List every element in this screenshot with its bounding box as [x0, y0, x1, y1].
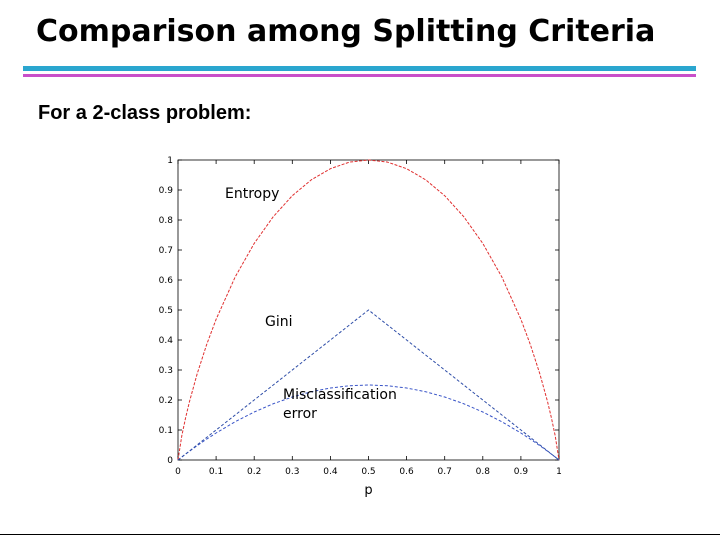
x-axis-label: p: [364, 483, 373, 498]
y-tick-label: 1: [167, 156, 173, 166]
y-tick-label: 0.8: [158, 216, 173, 226]
gini-label: Gini: [265, 314, 293, 330]
slide-subtitle: For a 2-class problem:: [38, 102, 252, 124]
error-label: error: [283, 406, 317, 422]
y-tick-label: 0.3: [158, 366, 173, 376]
y-tick-label: 0.7: [158, 246, 173, 256]
misclassification-label: Misclassification: [283, 387, 397, 403]
y-tick-label: 0.9: [158, 186, 173, 196]
x-tick-label: 0: [175, 467, 181, 477]
y-tick-label: 0.2: [158, 396, 173, 406]
x-tick-label: 0.5: [361, 467, 376, 477]
x-tick-label: 0.6: [399, 467, 414, 477]
y-tick-label: 0.1: [158, 426, 173, 436]
x-tick-label: 0.2: [247, 467, 262, 477]
misclassification-error-curve: [178, 310, 559, 460]
y-tick-label: 0.5: [158, 306, 173, 316]
x-tick-label: 0.1: [208, 467, 224, 477]
x-tick-label: 0.9: [513, 467, 529, 477]
x-tick-label: 1: [556, 467, 562, 477]
x-tick-label: 0.4: [323, 467, 338, 477]
y-tick-label: 0: [167, 456, 173, 466]
x-tick-label: 0.7: [437, 467, 452, 477]
entropy-label: Entropy: [225, 186, 280, 202]
slide-title: Comparison among Splitting Criteria: [36, 14, 656, 49]
x-tick-label: 0.3: [285, 467, 300, 477]
y-tick-label: 0.4: [158, 336, 173, 346]
y-tick-label: 0.6: [158, 276, 173, 286]
x-tick-label: 0.8: [475, 467, 490, 477]
